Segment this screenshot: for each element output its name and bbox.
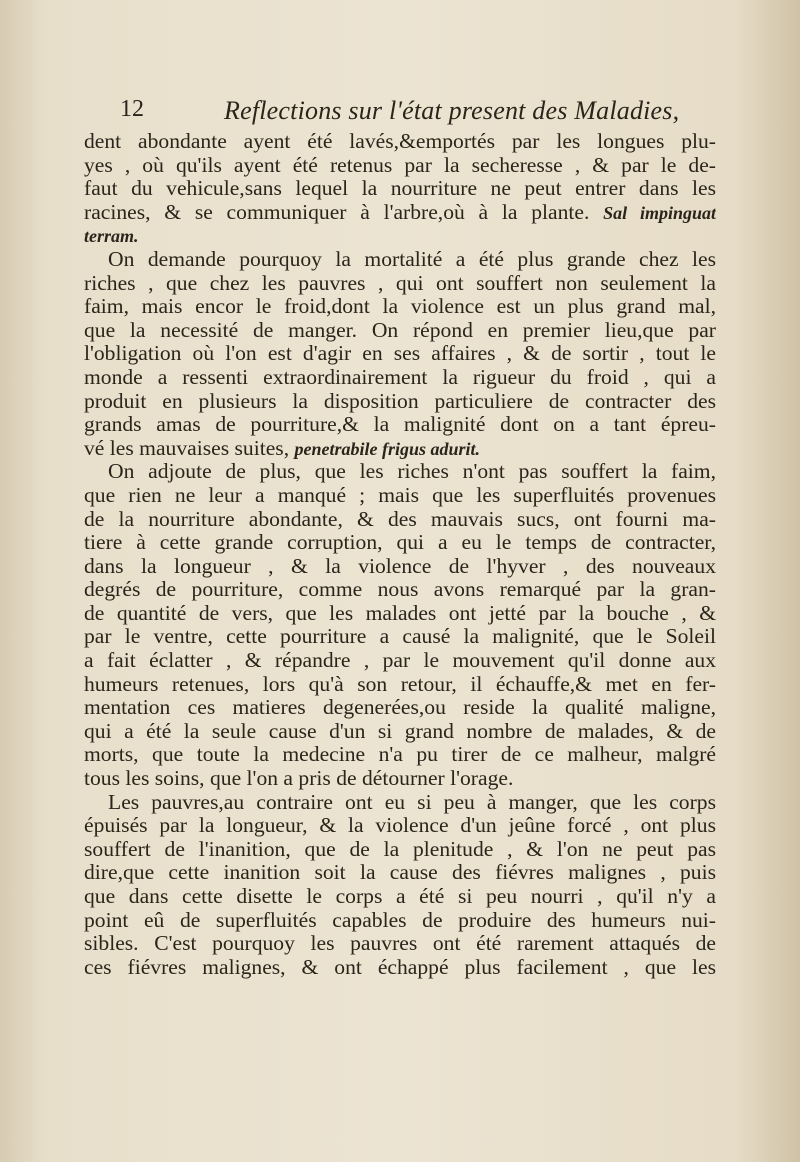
page-number: 12 [120,96,144,122]
latin-quote: penetrabile frigus adurit. [294,438,481,459]
line-text: sibles. C'est pourquoy les pauvres ont été rarement attaqués de [84,932,716,956]
line-text: de quantité de vers, que les malades ont jetté par la bouche , & [84,601,716,625]
text-line [84,154,716,178]
text-line [84,814,716,838]
line-text: que rien ne leur a manqué ; mais que les superfluités provenues [84,483,716,507]
line-text: riches , que chez les pauvres , qui ont souffert non seulement la [84,271,716,295]
text-line [84,696,716,720]
text-line [84,555,716,579]
line-text: yes , où qu'ils ayent été retenus par la secheresse , & par le de- [84,153,716,177]
text-line [84,295,716,319]
line-text: grands amas de pourriture,& la malignité dont on a tant épreu- [84,413,716,437]
text-line [84,602,716,626]
running-title: Reflections sur l'état present des Maladies, [224,96,680,125]
text-line [84,508,716,532]
line-text: que dans cette disette le corps a été si peu nourri , qu'il n'y a [84,885,716,908]
text-line [84,767,716,791]
line-text: dans la longueur , & la violence de l'hyver , des nouveaux [84,554,716,578]
line-text: tiere à cette grande corruption, qui a eu le temps de contracter, [84,531,716,555]
text-line [84,201,716,225]
line-text: degrés de pourriture, comme nous avons remarqué par la gran- [84,578,716,602]
line-text: racines, & se communiquer à l'arbre,où à la plante. [84,200,590,224]
line-text: faim, mais encor le froid,dont la violence est un plus grand mal, [84,295,716,319]
line-text: humeurs retenues, lors qu'à son retour, il échauffe,& met en fer- [84,672,716,696]
text-line [84,342,716,366]
text-line [84,625,716,649]
text-line [84,390,716,414]
line-text: tous les soins, que l'on a pris de détourner l'orage. [84,767,514,791]
line-text: a fait éclatter , & répandre , par le mouvement qu'il donne aux [84,649,716,673]
line-text: morts, que toute la medecine n'a pu tirer de ce malheur, malgré [84,743,716,767]
line-text: On adjoute de plus, que les riches n'ont pas souffert la faim, [108,460,716,484]
text-line [84,366,716,390]
text-line [84,673,716,697]
latin-quote: terram. [84,226,139,247]
text-line [84,932,716,956]
text-line [84,272,716,296]
text-line [84,248,716,272]
text-line [84,956,716,980]
line-text: Les pauvres,au contraire ont eu si peu à manger, que les corps [108,790,716,814]
line-text: souffert de l'inanition, que de la plenitude , & l'on ne peut pas [84,837,716,861]
line-text: On demande pourquoy la mortalité a été plus grande chez les [108,247,716,271]
text-line [84,460,716,484]
text-line [84,130,716,154]
text-line [84,177,716,201]
text-line [84,224,716,248]
text-line [84,885,716,909]
text-line [84,319,716,343]
line-text: dent abondante ayent été lavés,&emportés par les longues plu- [84,130,716,153]
text-line [84,909,716,933]
text-line [84,531,716,555]
text-line [84,838,716,862]
text-line [84,484,716,508]
line-text: ces fiévres malignes, & ont échappé plus facilement , que les [84,955,716,979]
text-line [84,720,716,744]
text-line [84,861,716,885]
line-text: monde a ressenti extraordinairement la rigueur du froid , qui a [84,365,716,389]
body-text [84,130,716,979]
line-text: produit en plusieurs la disposition particuliere de contracter des [84,389,716,413]
text-line [84,413,716,437]
line-text: mentation ces matieres degenerées,ou reside la qualité maligne, [84,696,716,720]
text-line [84,437,716,461]
line-text: par le ventre, cette pourriture a causé la malignité, que le Soleil [84,625,716,649]
line-text: faut du vehicule,sans lequel la nourriture ne peut entrer dans les [84,177,716,201]
page-header [84,96,724,132]
line-text: épuisés par la longueur, & la violence d'un jeûne forcé , ont plus [84,814,716,838]
text-line [84,578,716,602]
line-text: de la nourriture abondante, & des mauvais sucs, ont fourni ma- [84,507,716,531]
text-line [84,743,716,767]
line-text: vé les mauvaises suites, [84,436,290,460]
line-text: qui a été la seule cause d'un si grand nombre de malades, & de [84,719,716,743]
text-line [84,791,716,815]
latin-quote: Sal impinguat [603,202,716,223]
line-text: que la necessité de manger. On répond en premier lieu,que par [84,318,716,342]
line-text: point eû de superfluités capables de produire des humeurs nui- [84,908,716,932]
text-line [84,649,716,673]
line-text: l'obligation où l'on est d'agir en ses affaires , & de sortir , tout le [84,342,716,366]
line-text: dire,que cette inanition soit la cause des fiévres malignes , puis [84,861,716,885]
